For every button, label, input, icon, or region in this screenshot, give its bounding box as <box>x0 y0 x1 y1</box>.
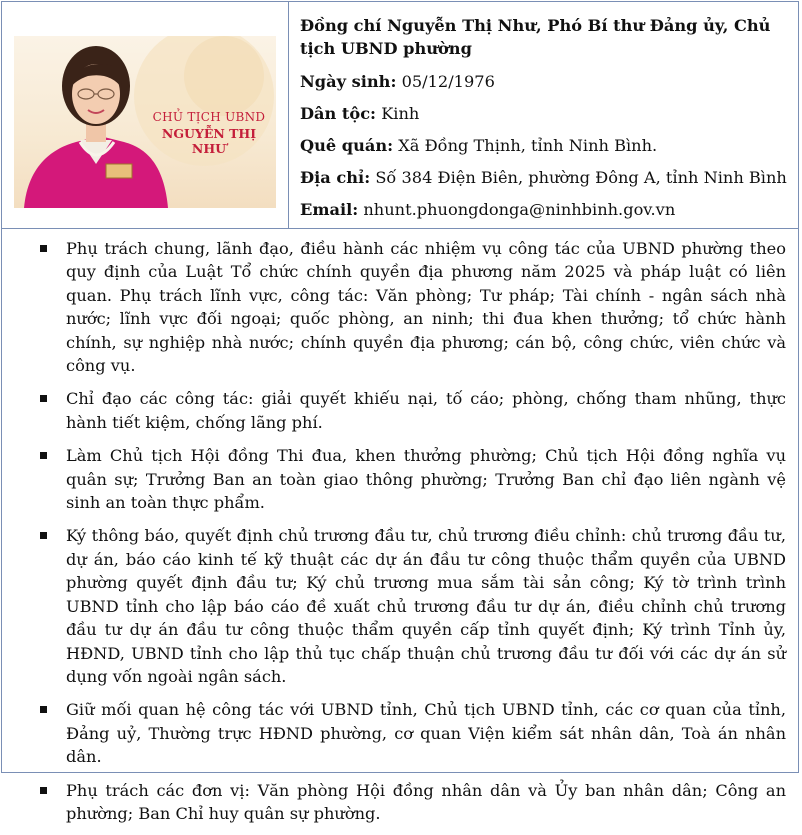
email-row <box>300 198 796 222</box>
email-value[interactable]: nhunt.phuongdonga@ninhbinh.gov.vn <box>358 200 676 219</box>
bullet-icon <box>40 532 47 539</box>
ethnicity-row <box>300 102 796 126</box>
email-label: Email: <box>300 200 359 219</box>
address-label: Địa chỉ: <box>300 168 371 187</box>
profile-header <box>2 2 798 229</box>
photo-caption <box>144 110 274 156</box>
birth-date-value: 05/12/1976 <box>396 72 495 91</box>
bullet-icon <box>40 452 47 459</box>
duty-item <box>2 524 798 688</box>
duty-item <box>2 387 798 434</box>
bullet-icon <box>40 706 47 713</box>
bullet-icon <box>40 245 47 252</box>
birth-date-label: Ngày sinh: <box>300 72 397 91</box>
duty-text: Ký thông báo, quyết định chủ trương đầu tư, chủ trương điều chỉnh: chủ trương đầu tư, dự án, báo cáo kinh tế kỹ thuật các dự án đầu tư công thuộc thẩm quyền của UBND phường quyết định đầu tư; Ký chủ trương mua sắm tài sản công; Ký tờ trình trình UBND tỉnh cho lập báo cáo đề xuất chủ trương đầu tư dự án, điều chỉnh chủ trương đầu tư dự án đầu tư công thuộc thẩm quyền cấp tỉnh quyết định; Ký trình Tỉnh ủy, HĐND, UBND tỉnh cho lập thủ tục chấp thuận chủ trương đầu tư đối với các dự án sử dụng vốn ngoài ngân sách. <box>66 526 786 686</box>
ethnicity-label: Dân tộc: <box>300 104 377 123</box>
birth-date-row <box>300 70 796 94</box>
portrait-photo <box>14 36 276 208</box>
duty-item <box>2 444 798 514</box>
address-value: Số 384 Điện Biên, phường Đông A, tỉnh Ninh Bình <box>370 168 787 187</box>
duty-text: Phụ trách chung, lãnh đạo, điều hành các nhiệm vụ công tác của UBND phường theo quy định của Luật Tổ chức chính quyền địa phương năm 2025 và pháp luật có liên quan. Phụ trách lĩnh vực, công tác: Văn phòng; Tư pháp; Tài chính - ngân sách nhà nước; lĩnh vực đối ngoại; quốc phòng, an ninh; thi đua khen thưởng; tổ chức hành chính, sự nghiệp nhà nước; chính quyền địa phương; cán bộ, công chức, viên chức và công vụ. <box>66 239 786 376</box>
hometown-value: Xã Đồng Thịnh, tỉnh Ninh Bình. <box>393 136 658 155</box>
profile-heading: Đồng chí Nguyễn Thị Như, Phó Bí thư Đảng ủy, Chủ tịch UBND phường <box>300 16 771 58</box>
duty-text: Giữ mối quan hệ công tác với UBND tỉnh, Chủ tịch UBND tỉnh, các cơ quan của tỉnh, Đảng uỷ, Thường trực HĐND phường, cơ quan Viện kiểm sát nhân dân, Toà án nhân dân. <box>66 700 786 767</box>
photo-caption-name: NGUYỄN THỊ NHƯ <box>161 126 257 156</box>
profile-card <box>1 1 799 823</box>
photo-cell <box>2 2 289 228</box>
profile-info <box>300 14 796 222</box>
duty-text: Làm Chủ tịch Hội đồng Thi đua, khen thưởng phường; Chủ tịch Hội đồng nghĩa vụ quân sự; Trưởng Ban an toàn giao thông phường; Trưởng Ban chỉ đạo liên ngành vệ sinh an toàn thực phẩm. <box>66 446 786 513</box>
duty-item <box>2 698 798 768</box>
ethnicity-value: Kinh <box>376 104 420 123</box>
duty-text: Phụ trách các đơn vị: Văn phòng Hội đồng nhân dân và Ủy ban nhân dân; Công an phường; Ban Chỉ huy quân sự phường. <box>66 780 786 823</box>
bullet-icon <box>40 395 47 402</box>
duty-text: Chỉ đạo các công tác: giải quyết khiếu nại, tố cáo; phòng, chống tham nhũng, thực hành tiết kiệm, chống lãng phí. <box>66 389 786 432</box>
hometown-label: Quê quán: <box>300 136 394 155</box>
duties-list <box>2 237 798 835</box>
duty-item <box>2 237 798 377</box>
address-row <box>300 166 796 190</box>
photo-caption-title: CHỦ TỊCH UBND <box>152 110 266 124</box>
bullet-icon <box>40 787 47 794</box>
duty-item <box>2 779 798 826</box>
hometown-row <box>300 134 796 158</box>
